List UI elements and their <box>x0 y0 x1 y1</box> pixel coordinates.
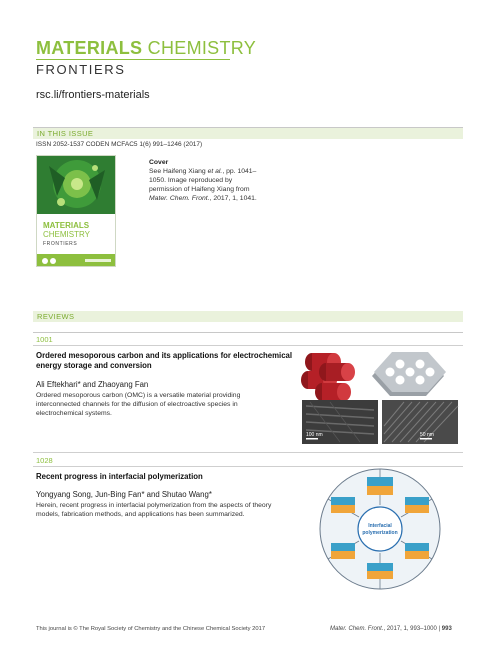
cover-title-2: CHEMISTRY <box>43 230 90 239</box>
center-label-2: polymerization <box>362 530 398 536</box>
footer-journal: Mater. Chem. Front. <box>330 626 384 632</box>
cover-text-part1: See Haifeng Xiang <box>149 168 208 175</box>
in-this-issue-heading: IN THIS ISSUE <box>33 128 463 139</box>
cover-image <box>36 155 116 267</box>
cover-text-etal: et al. <box>207 168 223 175</box>
cover-artwork <box>37 156 116 267</box>
journal-title <box>36 38 256 59</box>
article-1-authors: Ali Eftekhari* and Zhaoyang Fan <box>36 380 149 389</box>
cover-title-1: MATERIALS <box>43 221 90 230</box>
cover-text-journal: Mater. Chem. Front. <box>149 195 210 202</box>
article-2-abstract: Herein, recent progress in interfacial polymerization from the aspects of theory models, fabrication methods, and applications has been summarized. <box>36 502 272 518</box>
journal-title-bold: MATERIALS <box>36 38 143 58</box>
cover-title-3: FRONTIERS <box>43 241 78 247</box>
article-1-figure <box>300 350 460 446</box>
issn-line: ISSN 2052-1537 CODEN MCFAC5 1(6) 991–1246 (2017) <box>36 141 203 148</box>
footer-citation-rest: , 2017, 1, 993–1000 <box>383 626 437 632</box>
cover-label: Cover <box>149 159 169 166</box>
scale-bar-2: 50 nm <box>420 432 434 438</box>
scale-bar-1: 100 nm <box>306 432 323 438</box>
journal-url[interactable]: rsc.li/frontiers-materials <box>36 89 150 101</box>
footer-copyright: This journal is © The Royal Society of Chemistry and the Chinese Chemical Society 2017 <box>36 626 266 632</box>
footer-page-number: 993 <box>441 626 452 632</box>
reviews-heading: REVIEWS <box>33 311 463 322</box>
footer-citation: Mater. Chem. Front., 2017, 1, 993–1000 | 993 <box>330 626 452 632</box>
carbon-rods <box>301 353 355 401</box>
article-1-divider <box>33 345 463 346</box>
article-2-top-divider <box>33 452 463 453</box>
article-1-page: 1001 <box>36 335 53 344</box>
article-1-abstract: Ordered mesoporous carbon (OMC) is a versatile material providing interconnected channels for the diffusion of electroactive species in electrochemical systems. <box>36 392 241 417</box>
article-2-graphic <box>315 467 445 591</box>
journal-title-light: CHEMISTRY <box>147 38 257 58</box>
article-2-authors: Yongyang Song, Jun-Bing Fan* and Shutao Wang* <box>36 490 212 499</box>
article-2-page: 1028 <box>36 456 53 465</box>
cover-description <box>149 158 259 203</box>
reviews-divider <box>33 332 463 333</box>
journal-subtitle: FRONTIERS <box>36 62 126 77</box>
brand-divider <box>36 59 230 60</box>
cover-text-part2: , pp. 1041–1050. Image reproduced by permission of Haifeng Xiang from <box>149 168 257 193</box>
silica-template <box>372 352 446 396</box>
article-1-graphic <box>300 350 460 446</box>
cover-text-part3: , 2017, 1, 1041. <box>209 195 257 202</box>
article-2-title[interactable]: Recent progress in interfacial polymerization <box>36 472 203 481</box>
article-1-title[interactable]: Ordered mesoporous carbon and its applications for electrochemical energy storage and conversion <box>36 351 293 370</box>
center-label-1: Interfacial <box>368 523 392 529</box>
article-2-figure <box>315 467 445 591</box>
tem-images <box>302 400 458 444</box>
